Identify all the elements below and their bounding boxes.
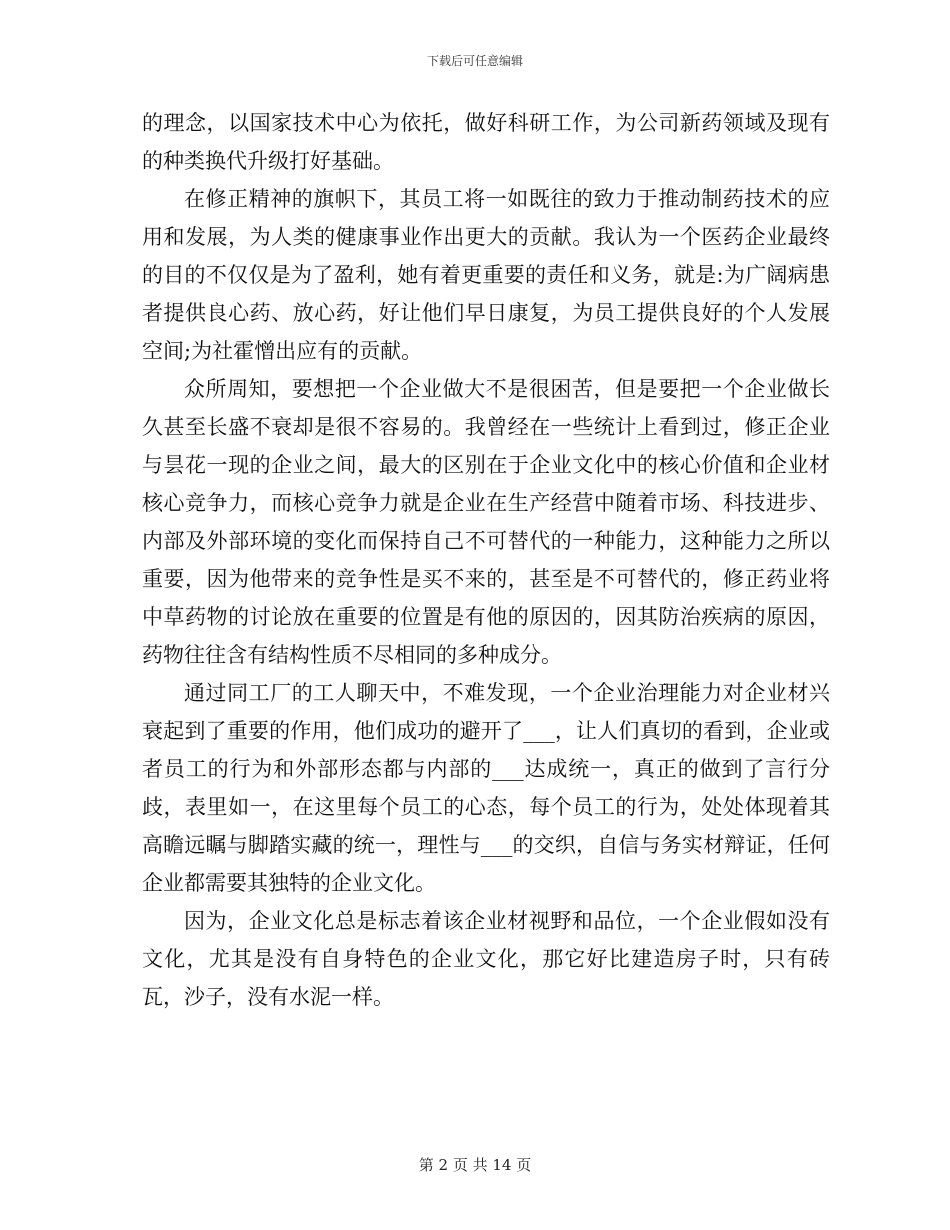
paragraph-5: 因为，企业文化总是标志着该企业材视野和品位，一个企业假如没有文化，尤其是没有自身特色的企业文化，那它好比建造房子时，只有砖瓦，沙子，没有水泥一样。 bbox=[142, 909, 830, 1009]
page-footer: 第 2 页 共 14 页 bbox=[418, 1156, 532, 1174]
paragraph-3: 众所周知，要想把一个企业做大不是很困苦，但是要把一个企业做长久甚至长盛不衰却是很不容易的。我曾经在一些统计上看到过，修正企业与昙花一现的企业之间，最大的区别在于企业文化中的核心价值和企业材核心竞争力，而核心竞争力就是企业在生产经营中随着市场、科技进步、内部及外部环境的变化而保持自己不可替代的一种能力，这种能力之所以重要，因为他带来的竞争性是买不来的，甚至是不可替代的，修正药业将中草药物的讨论放在重要的位置是有他的原因的，因其防治疾病的原因，药物往往含有结构性质不尽相同的多种成分。 bbox=[142, 377, 830, 667]
page-header: 下载后可任意编辑 bbox=[426, 54, 523, 68]
paragraph-4: 通过同工厂的工人聊天中，不难发现，一个企业治理能力对企业材兴衰起到了重要的作用，他们成功的避开了___，让人们真切的看到，企业或者员工的行为和外部形态都与内部的___达成统一，真正的做到了言行分歧，表里如一，在这里每个员工的心态，每个员工的行为，处处体现着其高瞻远瞩与脚踏实藏的统一，理性与___的交织，自信与务实材辩证，任何企业都需要其独特的企业文化。 bbox=[142, 681, 830, 895]
paragraph-1: 的理念，以国家技术中心为依托，做好科研工作，为公司新药领域及现有的种类换代升级打好基础。 bbox=[142, 111, 830, 173]
document-body bbox=[142, 104, 830, 1016]
paragraph-2: 在修正精神的旗帜下，其员工将一如既往的致力于推动制药技术的应用和发展，为人类的健康事业作出更大的贡献。我认为一个医药企业最终的目的不仅仅是为了盈利，她有着更重要的责任和义务，就是:为广阔病患者提供良心药、放心药，好让他们早日康复，为员工提供良好的个人发展空间;为社霍憎出应有的贡献。 bbox=[142, 187, 830, 363]
